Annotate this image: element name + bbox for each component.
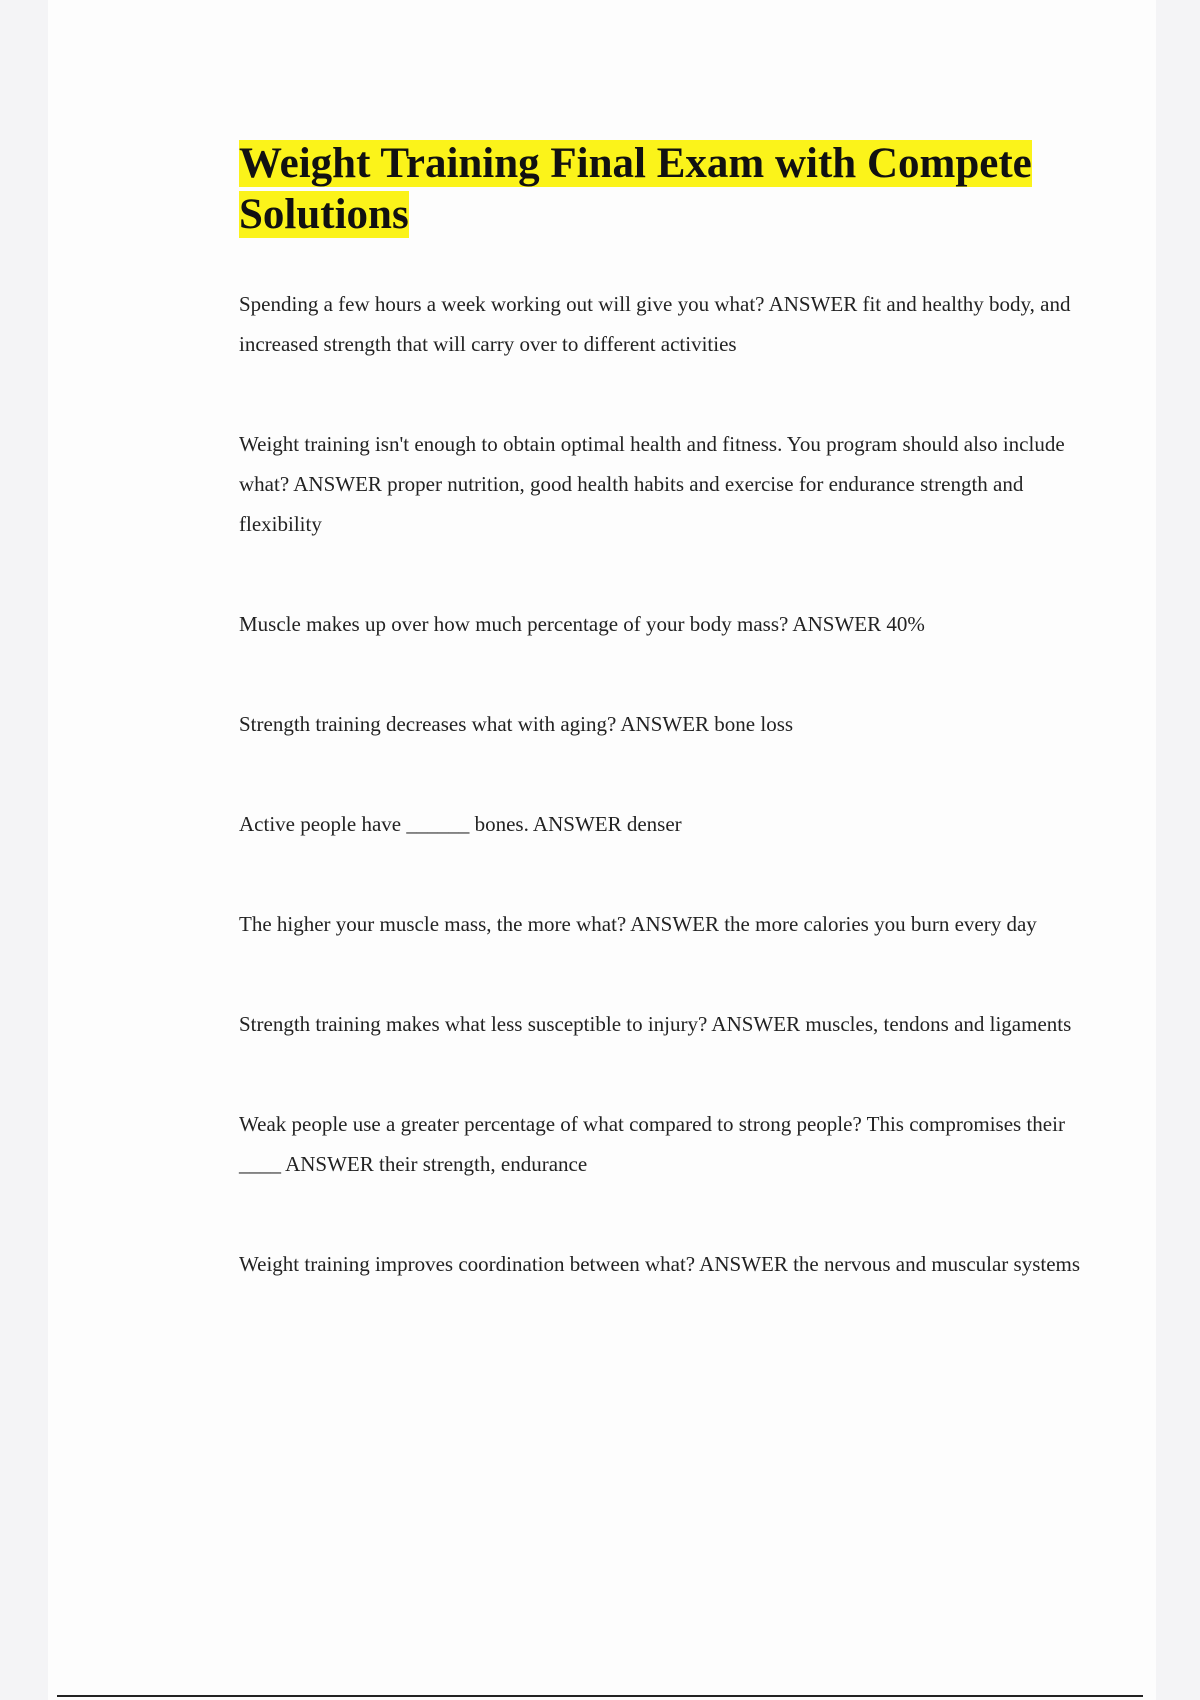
- qa-item-2: Weight training isn't enough to obtain optimal health and fitness. You program should also include what? ANSWER proper nutrition, good health habits and exercise for endurance strength and flexibility: [239, 432, 1065, 536]
- qa-item-5: Active people have ______ bones. ANSWER denser: [239, 812, 682, 836]
- qa-item-7: Strength training makes what less susceptible to injury? ANSWER muscles, tendons and ligaments: [239, 1012, 1072, 1036]
- qa-item-8: Weak people use a greater percentage of what compared to strong people? This compromises their ____ ANSWER their strength, endurance: [239, 1112, 1065, 1176]
- document-title-highlight: Weight Training Final Exam with Compete Solutions: [239, 140, 1032, 238]
- document-title: [239, 138, 1089, 240]
- document-content: [239, 138, 1089, 1284]
- page-bottom-rule: [57, 1695, 1143, 1697]
- qa-item-4: Strength training decreases what with aging? ANSWER bone loss: [239, 712, 794, 736]
- qa-item-1: Spending a few hours a week working out will give you what? ANSWER fit and healthy body, and increased strength that will carry over to different activities: [239, 292, 1071, 356]
- qa-item-6: The higher your muscle mass, the more what? ANSWER the more calories you burn every day: [239, 912, 1037, 936]
- document-page: [48, 0, 1156, 1700]
- qa-item-9: Weight training improves coordination between what? ANSWER the nervous and muscular systems: [239, 1252, 1081, 1276]
- qa-item-3: Muscle makes up over how much percentage of your body mass? ANSWER 40%: [239, 612, 925, 636]
